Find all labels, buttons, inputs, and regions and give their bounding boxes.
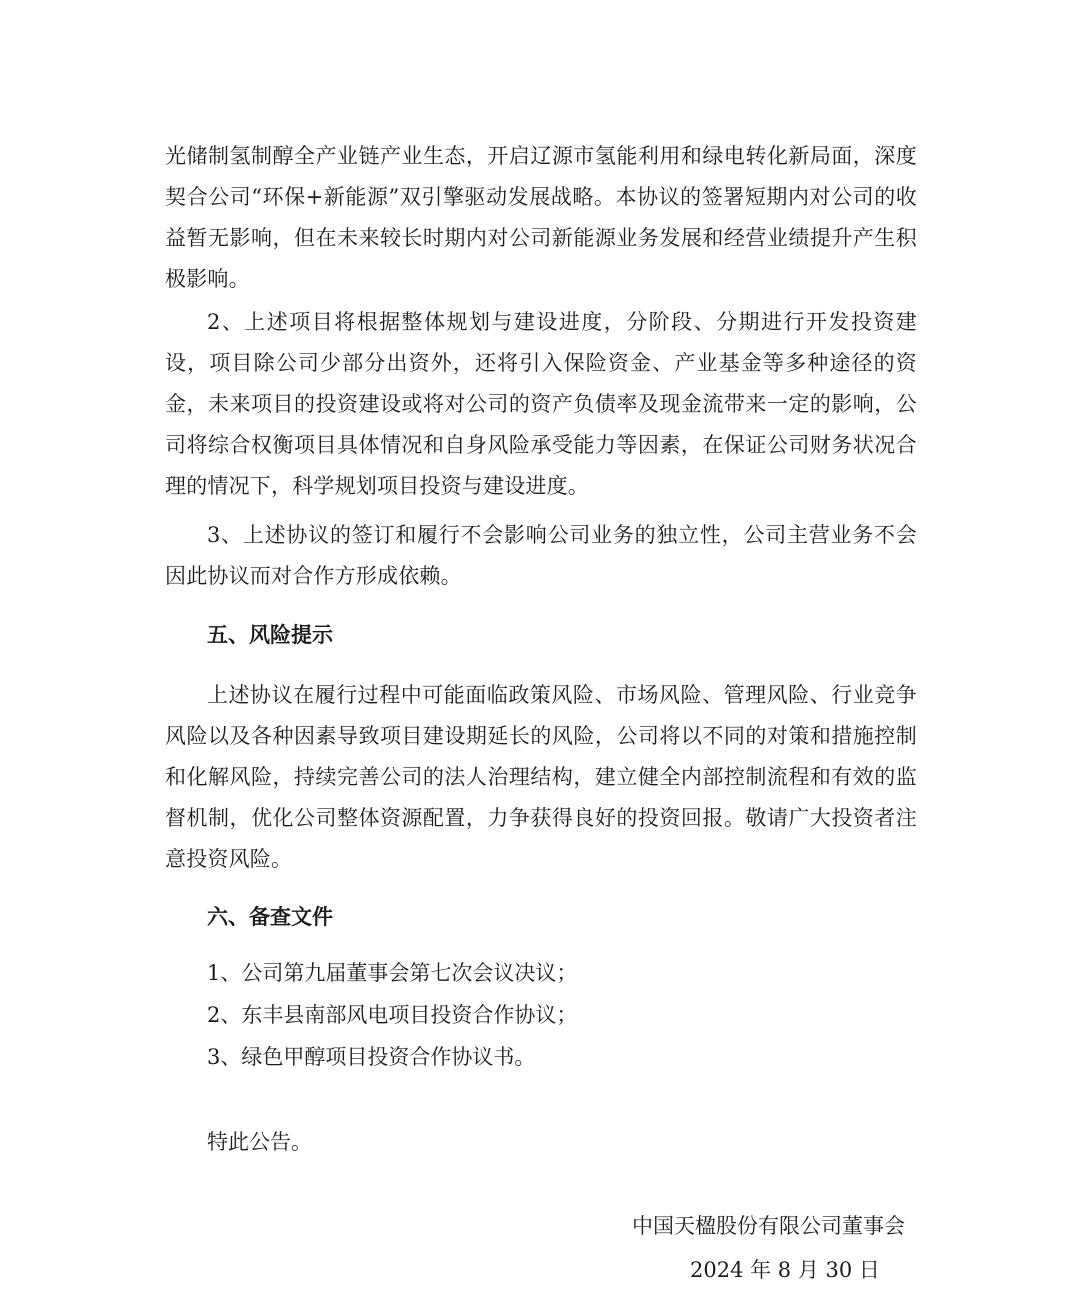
reference-doc-item: 1、公司第九届董事会第七次会议决议；: [207, 961, 578, 985]
paragraph-strategy-impact: 光储制氢制醇全产业链产业生态，开启辽源市氢能利用和绿电转化新局面，深度契合公司“环保+新能源”双引擎驱动发展战略。本协议的签署短期内对公司的收益暂无影响，但在未来较长时期内对公司新能源业务发展和经营业绩提升产生积极影响。: [165, 144, 917, 291]
section-heading-reference-docs: 六、备查文件: [207, 904, 333, 929]
section-heading-risk: 五、风险提示: [207, 622, 333, 647]
signature-date: 2024 年 8 月 30 日: [690, 1258, 880, 1282]
paragraph-independence: 3、上述协议的签订和履行不会影响公司业务的独立性，公司主营业务不会因此协议而对合作方形成依赖。: [165, 523, 917, 588]
paragraph-investment-plan: 2、上述项目将根据整体规划与建设进度，分阶段、分期进行开发投资建设，项目除公司少部分出资外，还将引入保险资金、产业基金等多种途径的资金，未来项目的投资建设或将对公司的资产负债率及现金流带来一定的影响，公司将综合权衡项目具体情况和自身风险承受能力等因素，在保证公司财务状况合理的情况下，科学规划项目投资与建设进度。: [165, 310, 917, 498]
signature-organization: 中国天楹股份有限公司董事会: [632, 1214, 905, 1238]
reference-doc-item: 2、东丰县南部风电项目投资合作协议；: [207, 1003, 578, 1027]
reference-doc-item: 3、绿色甲醇项目投资合作协议书。: [207, 1045, 536, 1069]
closing-statement: 特此公告。: [207, 1130, 312, 1154]
paragraph-risk-notice: 上述协议在履行过程中可能面临政策风险、市场风险、管理风险、行业竞争风险以及各种因素导致项目建设期延长的风险，公司将以不同的对策和措施控制和化解风险，持续完善公司的法人治理结构，建立健全内部控制流程和有效的监督机制，优化公司整体资源配置，力争获得良好的投资回报。敬请广大投资者注意投资风险。: [165, 683, 917, 871]
